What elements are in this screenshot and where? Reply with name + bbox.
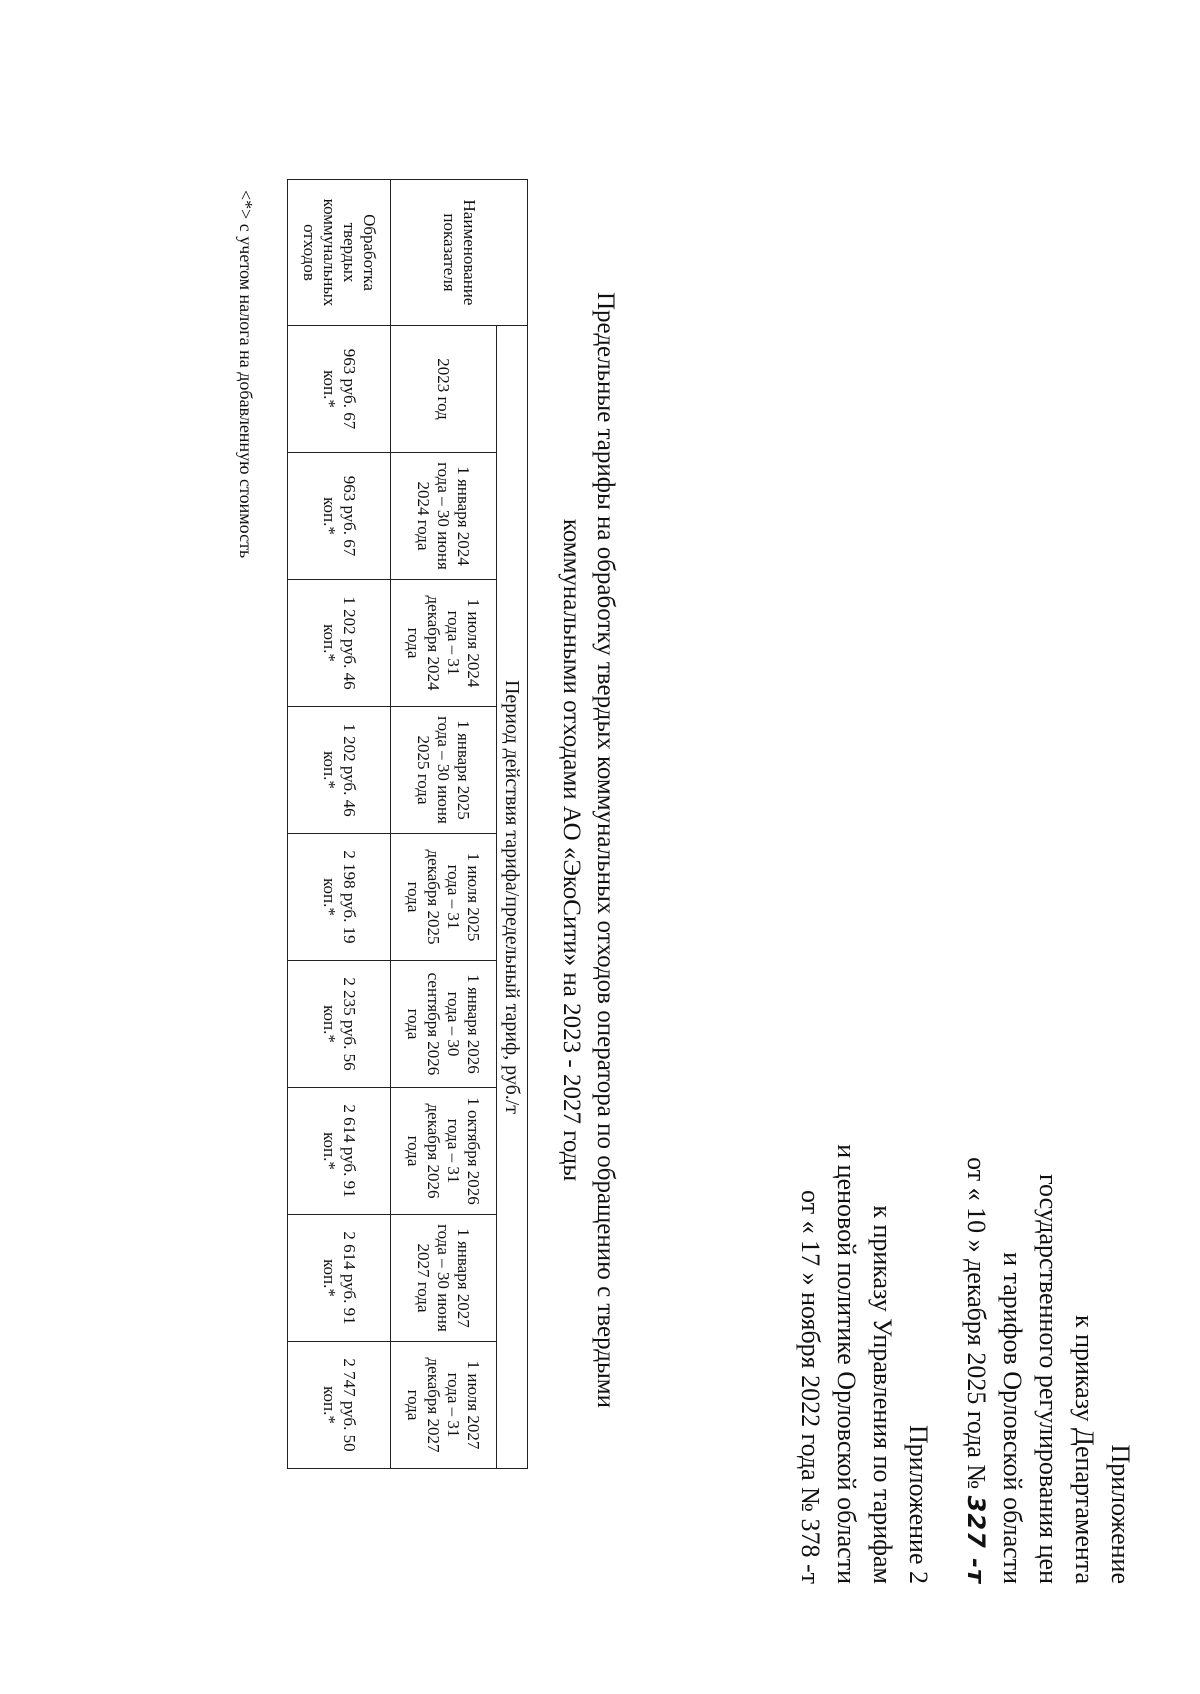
tariff-value-cell: 963 руб. 67 коп.* bbox=[288, 453, 391, 580]
name-column-header: Наименование показателя bbox=[391, 180, 528, 326]
number-sign: № bbox=[962, 1464, 991, 1490]
appendix-1-date: от « 10 » декабря 2025 года bbox=[962, 1157, 991, 1458]
appendix-2-line: к приказу Управления по тарифам bbox=[868, 1205, 897, 1584]
table-row bbox=[288, 180, 391, 1469]
appendix-1-line: Приложение bbox=[1106, 1444, 1135, 1584]
period-header-cell: 1 июля 2025 года – 31 декабря 2025 года bbox=[391, 834, 497, 961]
period-header-cell: 1 января 2026 года – 30 сентября 2026 года bbox=[391, 961, 497, 1088]
appendix-1-date-number-line bbox=[958, 1157, 994, 1584]
period-header-cell: 1 июля 2024 года – 31 декабря 2024 года bbox=[391, 580, 497, 707]
handwritten-order-number: 327 -т bbox=[962, 1495, 990, 1584]
period-header-row bbox=[391, 180, 497, 1469]
appendix-2-header bbox=[792, 1144, 936, 1584]
title-line-1: Предельные тарифы на обработку твердых коммунальных отходов оператора по обращению с твердыми bbox=[592, 292, 619, 1408]
tariff-table bbox=[287, 179, 528, 1469]
appendix-2-line: и ценовой политике Орловской области bbox=[832, 1144, 861, 1584]
indicator-name-cell: Обработка твердых коммунальных отходов bbox=[288, 180, 391, 326]
period-header-cell: 1 января 2027 года – 30 июня 2027 года bbox=[391, 1215, 497, 1342]
vat-footnote: <*> с учетом налога на добавленную стоимость bbox=[236, 190, 256, 559]
title-line-2: коммунальными отходами АО «ЭкоСити» на 2023 - 2027 годы bbox=[558, 518, 585, 1182]
appendix-1-line: государственного регулирования цен bbox=[1034, 1174, 1063, 1584]
appendix-2-line: от « 17 » ноября 2022 года № 378 -т bbox=[796, 1190, 825, 1584]
table-header-row bbox=[497, 180, 528, 1469]
appendix-1-line: и тарифов Орловской области bbox=[998, 1252, 1027, 1584]
period-header-cell: 1 июля 2027 года – 31 декабря 2027 года bbox=[391, 1342, 497, 1469]
appendix-2-line: Приложение 2 bbox=[904, 1424, 933, 1584]
appendix-1-header bbox=[958, 1157, 1138, 1584]
period-group-header: Период действия тарифа/предельный тариф, руб./т bbox=[497, 326, 528, 1469]
tariff-value-cell: 2 747 руб. 50 коп.* bbox=[288, 1342, 391, 1469]
tariff-value-cell: 963 руб. 67 коп.* bbox=[288, 326, 391, 453]
document-title bbox=[554, 200, 622, 1500]
period-header-cell: 1 октября 2026 года – 31 декабря 2026 года bbox=[391, 1088, 497, 1215]
appendix-1-line: к приказу Департамента bbox=[1070, 1314, 1099, 1584]
tariff-value-cell: 2 614 руб. 91 коп.* bbox=[288, 1215, 391, 1342]
tariff-value-cell: 2 198 руб. 19 коп.* bbox=[288, 834, 391, 961]
tariff-value-cell: 1 202 руб. 46 коп.* bbox=[288, 580, 391, 707]
period-header-cell: 2023 год bbox=[391, 326, 497, 453]
tariff-value-cell: 2 614 руб. 91 коп.* bbox=[288, 1088, 391, 1215]
period-header-cell: 1 января 2024 года – 30 июня 2024 года bbox=[391, 453, 497, 580]
period-header-cell: 1 января 2025 года – 30 июня 2025 года bbox=[391, 707, 497, 834]
tariff-value-cell: 2 235 руб. 56 коп.* bbox=[288, 961, 391, 1088]
tariff-value-cell: 1 202 руб. 46 коп.* bbox=[288, 707, 391, 834]
